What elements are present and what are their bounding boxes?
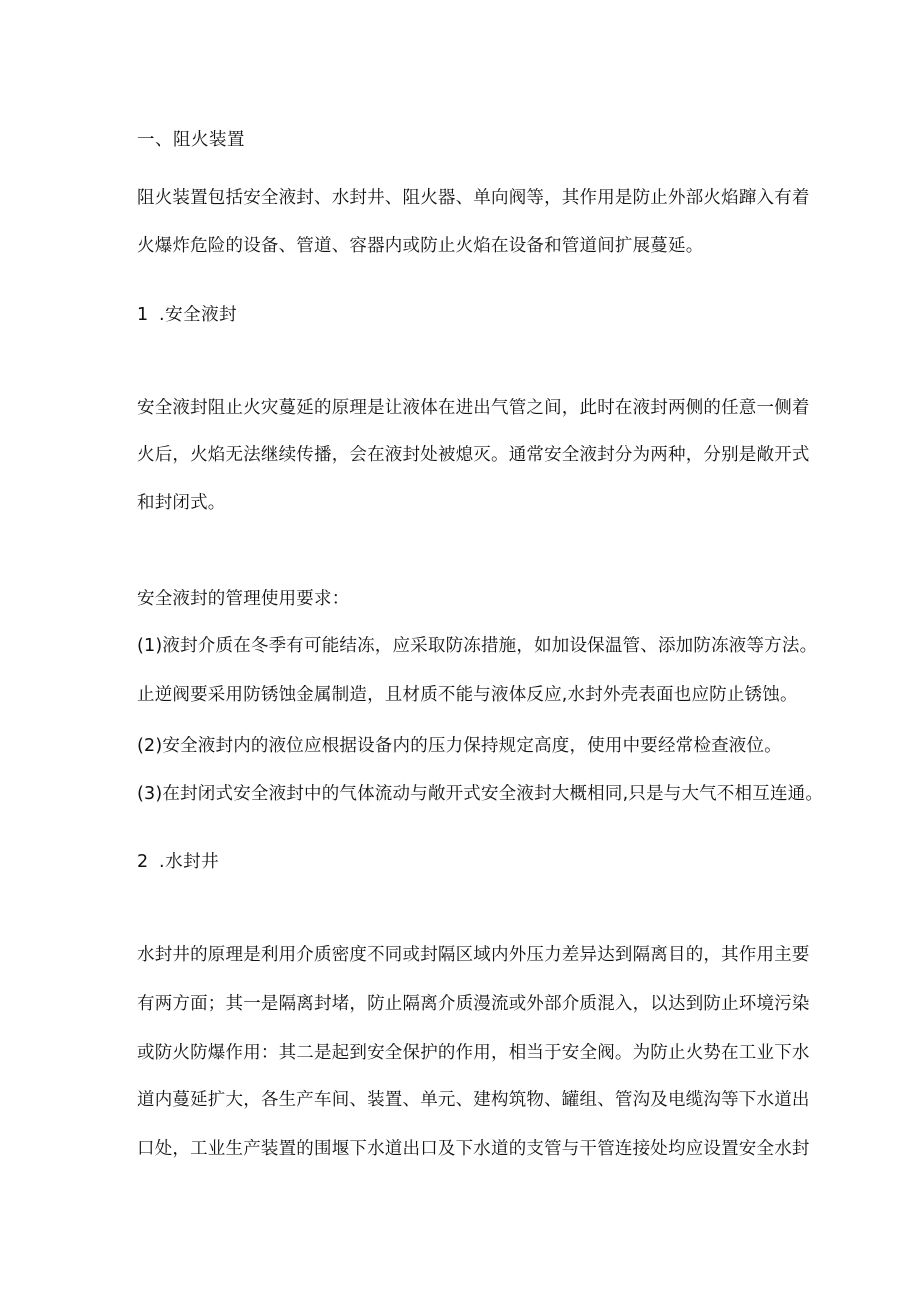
sub2-para-line-4: 道内蔓延扩大，各生产车间、装置、单元、建构筑物、罐组、管沟及电缆沟等下水道出 xyxy=(137,1090,810,1110)
requirement-item-3: (3)在封闭式安全液封中的气体流动与敞开式安全液封大概相同,只是与大气不相互连通。 xyxy=(137,784,824,804)
subsection-1-title: .安全液封 xyxy=(159,305,238,325)
sub1-para-line-1: 安全液封阻止火灾蔓延的原理是让液体在进出气管之间，此时在液封两侧的任意一侧着 xyxy=(137,398,810,418)
requirement-item-2: (2)安全液封内的液位应根据设备内的压力保持规定高度，使用中要经常检查液位。 xyxy=(137,736,782,756)
intro-line-1: 阻火装置包括安全液封、水封井、阻火器、单向阀等，其作用是防止外部火焰蹿入有着 xyxy=(137,188,810,208)
subsection-1-number: 1 xyxy=(137,305,149,325)
requirements-title: 安全液封的管理使用要求： xyxy=(137,589,350,609)
section-title: 一、阻火装置 xyxy=(137,130,245,150)
sub2-para-line-2: 有两方面；其一是隔离封堵，防止隔离介质漫流或外部介质混入，以达到防止环境污染 xyxy=(137,994,810,1014)
sub2-para-line-5: 口处，工业生产装置的围堰下水道出口及下水道的支管与干管连接处均应设置安全水封 xyxy=(137,1139,810,1159)
subsection-2-title: .水封井 xyxy=(159,852,220,872)
sub1-para-line-2: 火后，火焰无法继续传播，会在液封处被熄灭。通常安全液封分为两种，分别是敞开式 xyxy=(137,445,810,465)
intro-line-2: 火爆炸危险的设备、管道、容器内或防止火焰在设备和管道间扩展蔓延。 xyxy=(137,236,704,256)
sub2-para-line-1: 水封井的原理是利用介质密度不同或封隔区域内外压力差异达到隔离目的，其作用主要 xyxy=(137,945,810,965)
sub2-para-line-3: 或防火防爆作用：其二是起到安全保护的作用，相当于安全阀。为防止火势在工业下水 xyxy=(137,1043,810,1063)
requirement-item-1-continued: 止逆阀要采用防锈蚀金属制造，且材质不能与液体反应,水封外壳表面也应防止锈蚀。 xyxy=(137,685,798,705)
subsection-2-heading xyxy=(137,850,219,874)
subsection-1-heading xyxy=(137,303,237,327)
requirement-item-1: (1)液封介质在冬季有可能结冻，应采取防冻措施，如加设保温管、添加防冻液等方法。 xyxy=(137,636,818,656)
sub1-para-line-3: 和封闭式。 xyxy=(137,493,226,513)
subsection-2-number: 2 xyxy=(137,852,149,872)
